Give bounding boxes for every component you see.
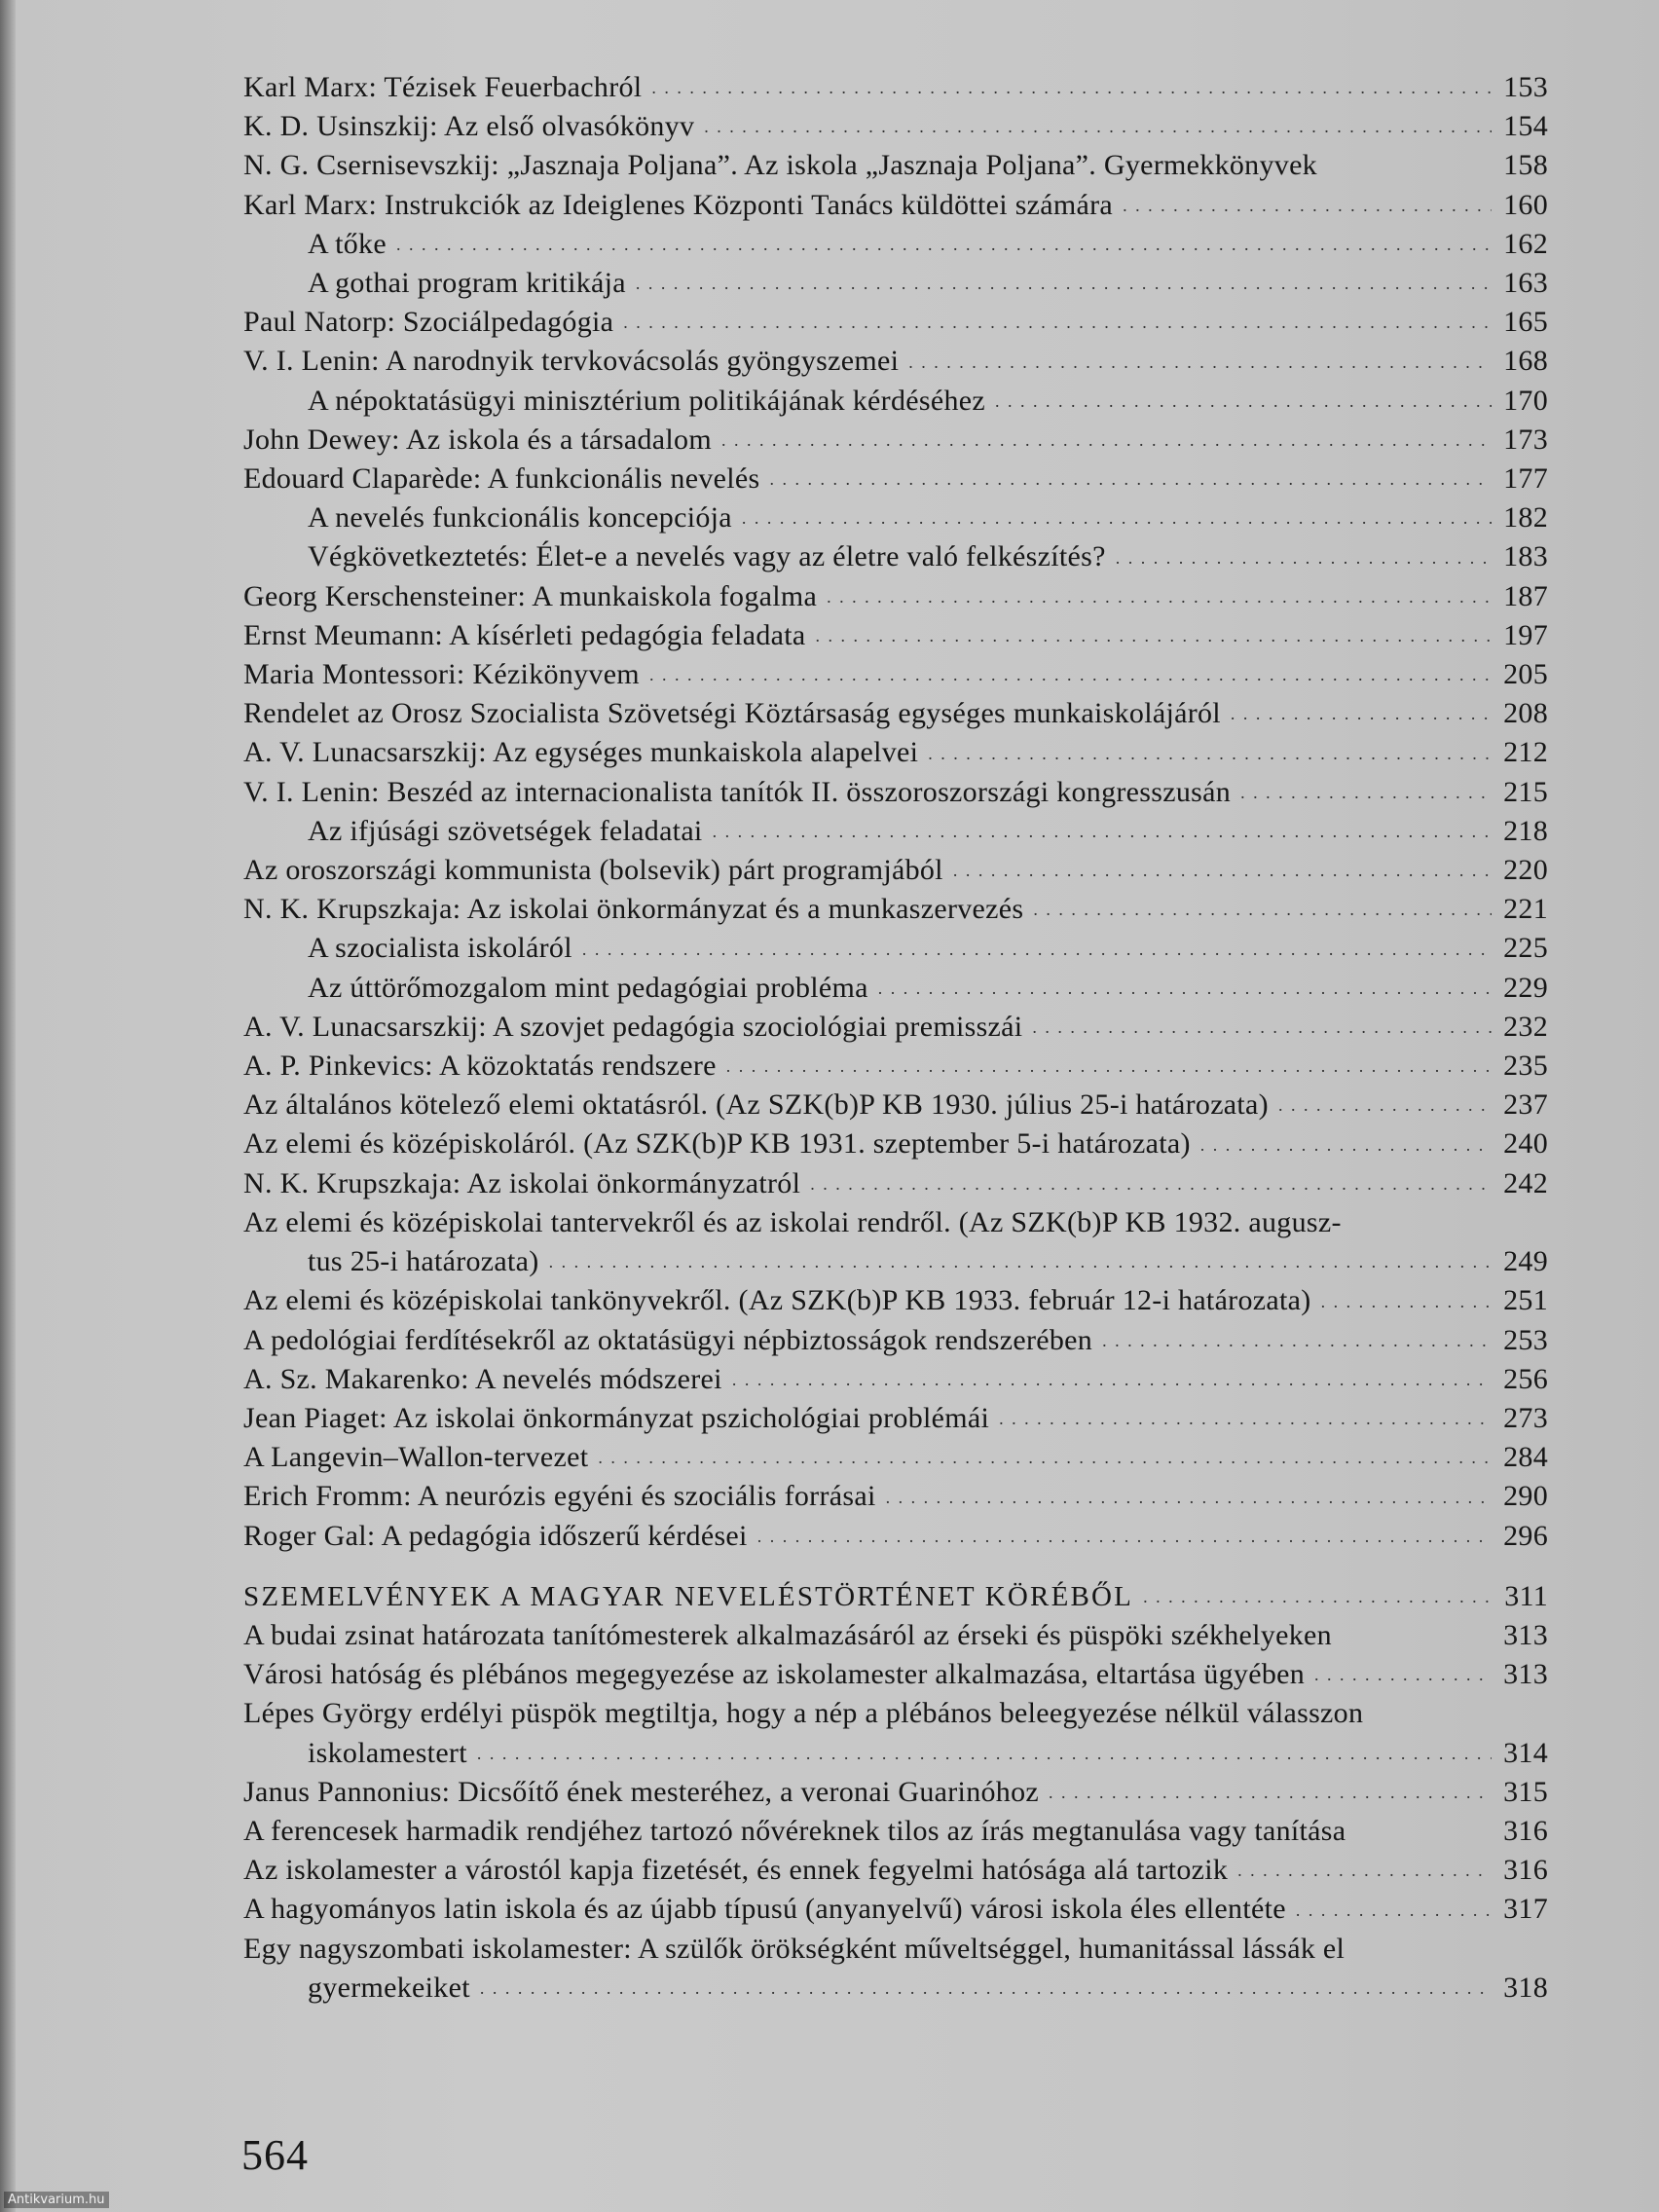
toc-entry-page: 314 [1503,1736,1548,1769]
toc-entry-title: Maria Montessori: Kézikönyvem [243,658,640,691]
dot-leader [1102,1321,1492,1360]
dot-leader [1240,773,1492,812]
toc-entry-title: Jean Piaget: Az iskolai önkormányzat pszichológiai problémái [243,1401,990,1434]
toc-entry-page: 197 [1503,618,1548,651]
toc-entry [243,460,1548,498]
toc-entry-page: 242 [1503,1166,1548,1199]
toc-entry-title: A Langevin–Wallon-tervezet [243,1441,589,1474]
toc-entry-page: 318 [1503,1971,1548,2004]
dot-leader [886,1478,1492,1517]
toc-entry-title: Georg Kerschensteiner: A munkaiskola fogalma [243,579,818,612]
toc-entry-title: A gothai program kritikája [308,267,626,300]
dot-leader [477,1734,1492,1773]
toc-entry-title-continuation: tus 25-i határozata) [308,1245,539,1278]
toc-entry [243,537,1548,576]
page-edge-shadow [0,0,16,2212]
dot-leader [1237,1851,1492,1890]
toc-entry-title: V. I. Lenin: A narodnyik tervkovácsolás gyöngyszemei [243,345,900,378]
toc-entry [243,1773,1548,1812]
toc-entry-title: Egy nagyszombati iskolamester: A szülők örökségként műveltséggel, humanitással lássák el [243,1932,1346,1965]
toc-entry-page: 284 [1503,1441,1548,1474]
toc-entry [243,498,1548,537]
toc-entry-page: 168 [1503,345,1548,378]
toc-entry-title: Végkövetkeztetés: Élet-e a nevelés vagy az életre való felkészítés? [308,540,1106,573]
toc-entry-title: Roger Gal: A pedagógia időszerű kérdései [243,1519,748,1552]
toc-entry-page: 240 [1503,1127,1548,1161]
toc-entry-page: 170 [1503,384,1548,417]
toc-entry-page: 253 [1503,1323,1548,1356]
toc-entry-title: Erich Fromm: A neurózis egyéni és szociális forrásai [243,1480,876,1513]
dot-leader [396,225,1492,264]
toc-entry-page: 290 [1503,1480,1548,1513]
toc-entry [243,264,1548,303]
toc-entry-page: 220 [1503,854,1548,887]
dot-leader [721,421,1492,460]
toc-entry-page: 177 [1503,462,1548,496]
toc-entry [243,1360,1548,1399]
dot-leader [726,1047,1492,1086]
toc-entry-title: A nevelés funkcionális koncepciója [308,501,732,535]
section-gap [243,1556,1548,1577]
toc-entry-page: 235 [1503,1050,1548,1083]
toc-entry-title: Edouard Claparède: A funkcionális nevelés [243,462,760,496]
toc-entry [243,577,1548,616]
toc-entry-page: 221 [1503,893,1548,926]
toc-entry-page: 153 [1503,71,1548,103]
toc-entry [243,733,1548,772]
toc-entry [243,694,1548,733]
dot-leader [878,969,1492,1008]
toc-entry-title: A ferencesek harmadik rendjéhez tartozó nővéreknek tilos az írás megtanulása vagy tanítása [243,1814,1346,1847]
dot-leader [953,851,1492,890]
toc-entry-page: 154 [1503,110,1548,143]
toc-entry [243,969,1548,1008]
toc-section-heading [243,1577,1548,1616]
table-of-contents [243,68,1548,2008]
dot-leader [582,930,1492,969]
toc-entry [243,1812,1548,1851]
dot-leader [1314,1655,1492,1694]
dot-leader [995,382,1492,421]
toc-entry-title: Karl Marx: Tézisek Feuerbachról [243,71,643,103]
toc-entry-page: 162 [1503,227,1548,260]
dot-leader [1143,1577,1492,1616]
toc-entry-page: 183 [1503,540,1548,573]
dot-leader [1321,1282,1492,1321]
toc-entry-title: A népoktatásügyi minisztérium politikájának kérdéséhez [308,384,986,417]
dot-leader [928,734,1492,773]
toc-entry-page: 311 [1504,1579,1548,1612]
toc-entry [243,773,1548,812]
toc-entry-page: 313 [1503,1618,1548,1651]
toc-entry-page: 316 [1503,1854,1548,1887]
toc-entry-page: 218 [1503,814,1548,847]
toc-entry-title: A pedológiai ferdítésekről az oktatásügyi népbiztosságok rendszerében [243,1323,1093,1356]
toc-entry-title: A hagyományos latin iskola és az újabb típusú (anyanyelvű) városi iskola éles ellentéte [243,1893,1286,1926]
toc-entry-title-continuation: gyermekeiket [308,1971,470,2004]
toc-entry-title: A. V. Lunacsarszkij: A szovjet pedagógia szociológiai premisszái [243,1010,1023,1043]
toc-entry-title: A tőke [308,227,387,260]
toc-entry [243,1008,1548,1047]
toc-entry-page: 205 [1503,658,1548,691]
toc-entry-title: A. V. Lunacsarszkij: Az egységes munkaiskola alapelvei [243,736,919,769]
toc-entry-page: 158 [1503,149,1548,182]
dot-leader [1296,1891,1492,1930]
toc-entry-page: 215 [1503,775,1548,808]
toc-entry-page: 160 [1503,188,1548,221]
toc-entry [243,812,1548,851]
dot-leader [1231,694,1492,733]
toc-entry [243,1655,1548,1694]
toc-entry [243,186,1548,225]
dot-leader [1033,890,1492,929]
toc-entry-title: Az elemi és középiskoláról. (Az SZK(b)P KB 1931. szeptember 5-i határozata) [243,1127,1191,1161]
toc-entry-page: 187 [1503,579,1548,612]
toc-entry [243,68,1548,107]
toc-entry [243,890,1548,929]
toc-entry-page: 316 [1503,1814,1548,1847]
toc-entry [243,1477,1548,1516]
dot-leader [1116,538,1492,577]
toc-entry-page: 237 [1503,1088,1548,1122]
toc-entry-page: 249 [1503,1245,1548,1278]
page-number: 564 [241,2131,309,2179]
toc-entry [243,1930,1548,2008]
toc-entry [243,225,1548,264]
toc-entry-title: A. Sz. Makarenko: A nevelés módszerei [243,1362,722,1395]
toc-entry-page: 212 [1503,736,1548,769]
toc-entry [243,1124,1548,1163]
dot-leader [999,1399,1492,1438]
toc-entry-title: Janus Pannonius: Dicsőítő ének mesteréhez, a veronai Guarinóhoz [243,1775,1040,1808]
dot-leader [742,498,1492,537]
dot-leader [1032,1008,1492,1047]
toc-entry-page: 317 [1503,1893,1548,1926]
toc-entry [243,303,1548,342]
dot-leader [1123,186,1492,225]
toc-entry-title: Városi hatóság és plébános megegyezése az iskolamester alkalmazása, eltartása ügyében [243,1658,1306,1691]
toc-entry-title: Az úttörőmozgalom mint pedagógiai probléma [308,971,868,1004]
dot-leader [1278,1086,1492,1124]
toc-entry-title: Lépes György erdélyi püspök megtiltja, hogy a nép a plébános beleegyezése nélkül válasszon [243,1697,1364,1730]
dot-leader [598,1438,1492,1477]
toc-entry-title: Az oroszországi kommunista (bolsevik) párt programjából [243,854,943,887]
toc-entry [243,655,1548,694]
toc-entry-title: K. D. Usinszkij: Az első olvasókönyv [243,110,695,143]
toc-entry-title: Paul Natorp: Szociálpedagógia [243,306,614,339]
toc-entry-page: 251 [1503,1284,1548,1317]
dot-leader [649,655,1492,694]
toc-entry-page: 232 [1503,1010,1548,1043]
dot-leader [816,616,1493,655]
dot-leader [908,343,1492,382]
dot-leader [769,460,1492,498]
toc-entry [243,929,1548,968]
toc-entry-page: 256 [1503,1362,1548,1395]
toc-entry [243,146,1548,185]
toc-entry [243,1164,1548,1203]
dot-leader [810,1164,1492,1203]
toc-entry-title: A. P. Pinkevics: A közoktatás rendszere [243,1050,717,1083]
dot-leader [704,107,1492,146]
toc-entry [243,1321,1548,1360]
toc-entry [243,1281,1548,1320]
toc-entry [243,1851,1548,1890]
toc-entry-page: 315 [1503,1775,1548,1808]
toc-entry-title: Rendelet az Orosz Szocialista Szövetségi Köztársaság egységes munkaiskolájáról [243,697,1221,730]
toc-entry-page: 182 [1503,501,1548,535]
toc-entry [243,851,1548,890]
toc-entry-title: John Dewey: Az iskola és a társadalom [243,423,712,456]
toc-entry-title: Az általános kötelező elemi oktatásról. (Az SZK(b)P KB 1930. július 25-i határozata) [243,1088,1269,1122]
toc-entry [243,1890,1548,1929]
toc-entry-title: A budai zsinat határozata tanítómesterek alkalmazásáról az érseki és püspöki székhelyeken [243,1618,1332,1651]
dot-leader [1049,1773,1492,1812]
toc-entry-page: 229 [1503,971,1548,1004]
toc-entry-title: N. K. Krupszkaja: Az iskolai önkormányzat és a munkaszervezés [243,893,1024,926]
toc-entry-title: Karl Marx: Instrukciók az Ideiglenes Központi Tanács küldöttei számára [243,188,1114,221]
toc-entry [243,421,1548,460]
toc-entry-title: Ernst Meumann: A kísérleti pedagógia feladata [243,618,806,651]
toc-entry-title: V. I. Lenin: Beszéd az internacionalista tanítók II. összoroszországi kongresszusán [243,775,1232,808]
toc-entry-page: 165 [1503,306,1548,339]
toc-entry-page: 313 [1503,1658,1548,1691]
dot-leader [1200,1125,1492,1164]
dot-leader [549,1242,1492,1281]
dot-leader [480,1969,1492,2008]
toc-entry-title: Az ifjúsági szövetségek feladatai [308,814,703,847]
toc-entry [243,1438,1548,1477]
toc-entry [243,1047,1548,1086]
toc-entry-page: 208 [1503,697,1548,730]
dot-leader [651,68,1492,107]
toc-entry-page: 173 [1503,423,1548,456]
toc-entry [243,1694,1548,1772]
toc-entry-page: 296 [1503,1519,1548,1552]
watermark: Antikvarium.hu [4,2192,109,2208]
toc-entry-title: N. G. Csernisevszkij: „Jasznaja Poljana”. Az iskola „Jasznaja Poljana”. Gyermekkönyvek [243,149,1317,182]
toc-entry [243,382,1548,421]
dot-leader [757,1517,1492,1556]
toc-entry [243,1086,1548,1124]
dot-leader [623,303,1492,342]
toc-entry-title: Az iskolamester a várostól kapja fizetését, és ennek fegyelmi hatósága alá tartozik [243,1854,1229,1887]
dot-leader [827,577,1492,616]
toc-entry [243,616,1548,655]
toc-entry-title: Az elemi és középiskolai tantervekről és az iskolai rendről. (Az SZK(b)P KB 1932. augusz- [243,1205,1342,1238]
toc-entry-title: A szocialista iskoláról [308,932,572,965]
toc-entry-page: 273 [1503,1401,1548,1434]
dot-leader [636,264,1492,303]
toc-entry [243,1616,1548,1655]
toc-entry-page: 225 [1503,932,1548,965]
toc-entry-title-continuation: iskolamestert [308,1736,467,1769]
toc-entry [243,1203,1548,1281]
toc-entry-page: 163 [1503,267,1548,300]
dot-leader [713,812,1492,851]
toc-entry [243,107,1548,146]
toc-entry-title: N. K. Krupszkaja: Az iskolai önkormányzatról [243,1166,801,1199]
dot-leader [732,1360,1492,1399]
toc-entry-title: Az elemi és középiskolai tankönyvekről. (Az SZK(b)P KB 1933. február 12-i határozata) [243,1284,1311,1317]
toc-entry-title: SZEMELVÉNYEK A MAGYAR NEVELÉSTÖRTÉNET KÖRÉBŐL [243,1580,1134,1612]
toc-entry [243,1517,1548,1556]
toc-entry [243,342,1548,381]
toc-entry [243,1399,1548,1438]
